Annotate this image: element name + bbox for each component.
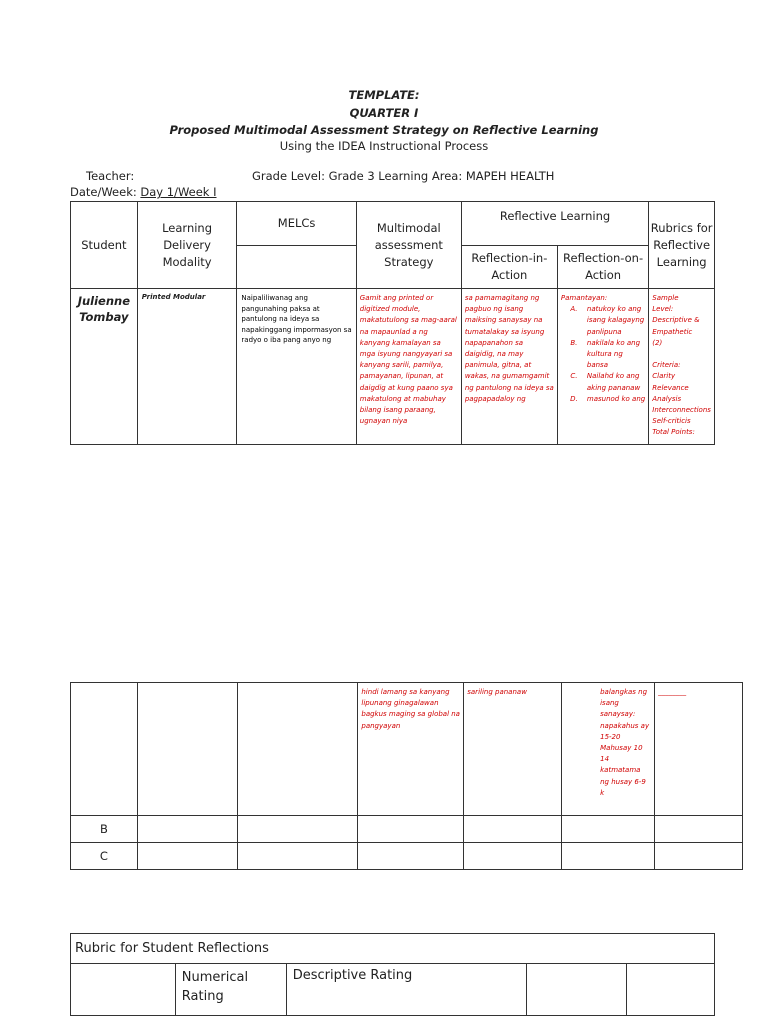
- rubric-empty-cell: [527, 964, 627, 1016]
- criteria-text: natukoy ko ang isang kalagayng panlipuna: [586, 305, 645, 336]
- rubric-line: Level:: [652, 305, 674, 314]
- header-melcs-blank: [237, 246, 356, 289]
- header-melcs: MELCs: [237, 202, 356, 246]
- rubric-line: Interconnections: [652, 406, 711, 415]
- rubric-line: Sample: [652, 294, 679, 302]
- document-title: Proposed Multimodal Assessment Strategy on Reflective Learning: [169, 123, 599, 137]
- rubric-line: Descriptive &: [652, 316, 700, 325]
- rubric-line: Criteria:: [652, 361, 681, 370]
- date-week: [70, 185, 217, 199]
- header-reflective-learning: Reflective Learning: [461, 202, 648, 246]
- continuation-table: [70, 682, 743, 870]
- criteria-text: masunod ko ang: [586, 394, 646, 403]
- assessment-table: [70, 201, 715, 445]
- reflection-in-action-cell: sa pamamagitang ng pagbuo ng isang maiksing sanaysay na tumatalakay sa isyung napapanahon sa daigidig, na may panimula, gitna, at wakas, na gumamgamit ng pantulong na ideya sa pagpapadaloy ng: [461, 289, 557, 445]
- criteria-marker: C.: [570, 372, 578, 381]
- cont-on-action-cell: balangkas ng isang sanaysay: napakahus ay 15-20 Mahusay 10 14 katmatama ng husay 6-9 k: [562, 683, 655, 816]
- header-modality: Learning Delivery Modality: [137, 202, 237, 289]
- header-student: Student: [71, 202, 138, 289]
- rubric-title: Rubric for Student Reflections: [71, 934, 715, 964]
- empty-cell: [358, 816, 464, 843]
- criteria-item: [561, 394, 645, 405]
- cont-strategy-cell: hindi lamang sa kanyang lipunang ginagalawan bagkus maging sa global na pangyayan: [358, 683, 464, 816]
- teacher-label: Teacher:: [86, 169, 135, 183]
- criteria-list: [561, 304, 645, 405]
- date-week-label: Date/Week:: [70, 185, 137, 199]
- header-reflection-in-action: Reflection-in-Action: [461, 246, 557, 289]
- row-label-b: B: [71, 816, 138, 843]
- strategy-cell: Gamit ang printed or digitized module, makatutulong sa mag-aaral na mapaunlad a ng kanyang kamalayan sa mga isyung nangyayari sa kanyang sarili, pamilya, pamayanan, lipunan, at daigdig at kung paano sya makatulong at mabuhay bilang isang paraang, ugnayan niya: [356, 289, 461, 445]
- rubric-lines: [652, 293, 711, 439]
- header-strategy: Multimodal assessment Strategy: [356, 202, 461, 289]
- empty-cell: [464, 816, 562, 843]
- quarter-heading: QUARTER I: [349, 106, 419, 120]
- reflection-on-action-cell: [557, 289, 648, 445]
- header-reflection-on-action: Reflection-on-Action: [557, 246, 648, 289]
- cont-modality-cell: [137, 683, 237, 816]
- rubric-line: Total Points:: [652, 428, 695, 437]
- criteria-item: [561, 338, 645, 372]
- empty-cell: [358, 843, 464, 870]
- student-name: Julienne Tombay: [71, 289, 138, 445]
- row-label-c: C: [71, 843, 138, 870]
- rubric-empty-cell: [627, 964, 715, 1016]
- rubric-line: Clarity: [652, 372, 676, 381]
- empty-cell: [464, 843, 562, 870]
- empty-cell: [562, 816, 655, 843]
- date-week-value: Day 1/Week I: [140, 185, 217, 199]
- rubric-line: Empathetic: [652, 327, 693, 336]
- cont-student-cell: [71, 683, 138, 816]
- cont-rubric-cell: ________: [655, 683, 743, 816]
- cont-in-action-cell: sariling pananaw: [464, 683, 562, 816]
- empty-cell: [562, 843, 655, 870]
- empty-cell: [655, 816, 743, 843]
- melcs-cell: Naipaliliwanag ang pangunahing paksa at pantulong na ideya sa napakinggang impormasyon sa radyo o iba pang anyo ng: [237, 289, 356, 445]
- rubric-line: Relevance: [652, 383, 689, 392]
- rubric-table: [70, 933, 715, 1016]
- empty-cell: [137, 816, 237, 843]
- descriptive-rating-header: Descriptive Rating: [286, 964, 527, 1016]
- criteria-marker: A.: [570, 305, 578, 314]
- grade-area-label: Grade Level: Grade 3 Learning Area: MAPEH HEALTH: [252, 169, 555, 183]
- empty-cell: [137, 843, 237, 870]
- empty-cell: [237, 816, 358, 843]
- rubric-empty-cell: [71, 964, 176, 1016]
- rubric-line: Analysis: [652, 394, 682, 403]
- criteria-text: nakilala ko ang kultura ng bansa: [586, 338, 641, 370]
- criteria-text: Nailahd ko ang aking pananaw: [586, 372, 641, 392]
- criteria-marker: B.: [570, 338, 578, 347]
- criteria-marker: D.: [570, 394, 578, 403]
- rubric-line: (2): [652, 338, 663, 347]
- empty-cell: [237, 843, 358, 870]
- empty-cell: [655, 843, 743, 870]
- criteria-item: [561, 304, 645, 338]
- numerical-rating-header: Numerical Rating: [175, 964, 286, 1016]
- modality-cell: Printed Modular: [137, 289, 237, 445]
- cont-melcs-cell: [237, 683, 358, 816]
- rubric-cell: [649, 289, 715, 445]
- rubric-line: Self-criticis: [652, 417, 691, 426]
- criteria-item: [561, 371, 645, 393]
- template-heading: TEMPLATE:: [348, 88, 420, 102]
- header-rubrics: Rubrics for Reflective Learning: [649, 202, 715, 289]
- rubric-line: [652, 349, 711, 360]
- document-subtitle: Using the IDEA Instructional Process: [279, 139, 489, 153]
- criteria-intro: Pamantayan:: [560, 294, 608, 302]
